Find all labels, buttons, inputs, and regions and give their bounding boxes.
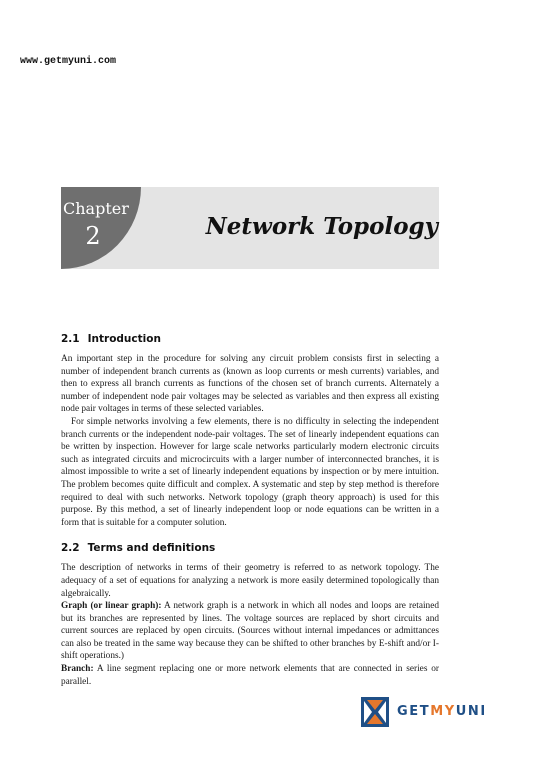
paragraph: For simple networks involving a few elements, there is no difficulty in selecting the independent branch currents or the independent node-pair voltages. The set of linearly independent equations can be written by inspection. However for large scale networks particularly modern electronic circuits such as integrated circuits and microcircuits with a larger number of interconnected branches, it is almost impossible to write a set of linearly independent equations by inspection or by mere intuition. The problem becomes quite difficult and complex. A systematic and step by step method is therefore required to deal with such networks. Network topology (graph theory approach) is used for this purpose. By this method, a set of linearly independent loop or node equations can be written in a form that is suitable for a computer solution. [61, 416, 439, 528]
paragraph: An important step in the procedure for solving any circuit problem consists first in selecting a number of independent branch currents as (known as loop currents or mesh currents) variables, and then to express all branch currents as functions of the chosen set of branch currents. Alternately a number of independent node pair voltages may be selected as variables and then express all existing node pair voltages in terms of these selected variables. [61, 354, 439, 415]
chapter-title: Network Topology [205, 213, 438, 240]
definition-text: A line segment replacing one or more network elements that are connected in series or parallel. [61, 664, 439, 687]
section-title: Terms and definitions [87, 542, 216, 555]
definition-text: A network graph is a network in which all nodes and loops are retained but its branches are represented by lines. The voltage sources are replaced by short circuits and current sources are replaced by open circuits. (Sources without internal impedances or admittances can also be treated in the same way because they can be shifted to other branches by E-shift and/or I-shift operations.) [61, 601, 439, 662]
section-introduction [61, 333, 439, 529]
chapter-number: 2 [85, 222, 101, 250]
section-terms [61, 542, 439, 688]
page-content [61, 333, 439, 688]
section-number: 2.2 [61, 542, 80, 555]
logo-wordmark: GETMYUNI [397, 704, 487, 719]
definition-graph [61, 600, 439, 663]
watermark-url: www.getmyuni.com [20, 56, 117, 67]
definition-branch [61, 663, 439, 688]
definition-term: Branch: [61, 664, 94, 675]
section-number: 2.1 [61, 333, 80, 345]
section-heading [61, 333, 439, 345]
section-heading [61, 542, 439, 554]
paragraph: The description of networks in terms of their geometry is referred to as network topology. The adequacy of a set of equations for analyzing a network is more easily determined topologically than algebraically. [61, 563, 439, 599]
getmyuni-logo [361, 697, 487, 727]
logo-mark-icon [361, 697, 389, 727]
section-title: Introduction [87, 333, 161, 345]
definition-term: Graph (or linear graph): [61, 601, 162, 612]
chapter-label: Chapter [63, 199, 129, 218]
